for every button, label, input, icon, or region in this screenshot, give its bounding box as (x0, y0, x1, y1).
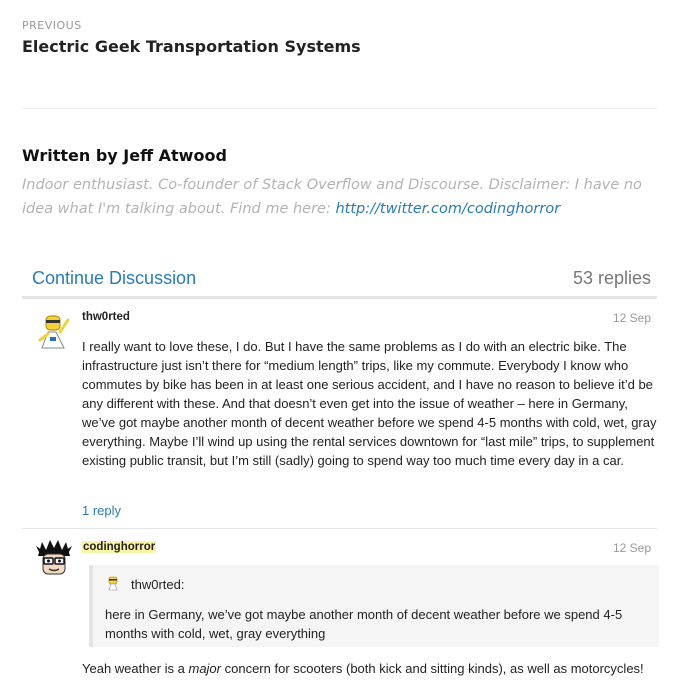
post-username[interactable]: codinghorror (83, 541, 156, 553)
post-body-emphasis: major (188, 661, 221, 676)
post-body: I really want to love these, I do. But I have the same problems as I do with an electric bike. The infrastructure just isn’t there for “medium length” trips, like my commute. Everybody I know who commutes by bike has been in at least one serious accident, and I have no reason to believe it’d be any different with these. And that doesn’t even get into the issue of weather – here in Germany, we’ve got maybe another month of decent weather before we spend 4-5 months with cold, wet, gray everything. Maybe I’ll wind up using the rental services downtown for “last mile” trips, to supplement existing public transit, but I’m still (sadly) going to spend way too much time every day in a car. (82, 339, 657, 468)
author-heading: Written by Jeff Atwood (22, 146, 227, 165)
post (22, 530, 657, 700)
divider (22, 108, 657, 109)
continue-discussion-link[interactable]: Continue Discussion (32, 268, 197, 288)
quote-text: here in Germany, we’ve got maybe another month of decent weather before we spend 4-5 months with cold, wet, gray everything (105, 607, 623, 641)
quote-username: thw0rted: (131, 577, 185, 592)
reply-count: 53 replies (572, 268, 651, 288)
avatar-codinghorror-icon[interactable] (34, 540, 74, 580)
post-date: 12 Sep (612, 311, 651, 325)
post-body-part: concern for scooters (both kick and sitting kinds), as well as motorcycles! (221, 661, 644, 676)
post-username[interactable]: thw0rted (82, 311, 130, 323)
reply-toggle-link[interactable]: 1 reply (82, 503, 122, 518)
post-body (82, 659, 658, 678)
author-bio (22, 173, 652, 221)
post (22, 300, 657, 529)
previous-post-link[interactable]: Electric Geek Transportation Systems (22, 37, 361, 56)
post-body-part: Yeah weather is a (82, 661, 189, 676)
author-bio-text: Indoor enthusiast. Co-founder of Stack Overflow and Discourse. Disclaimer: I have no idea what I'm talking about. Find me here: (22, 177, 642, 217)
discussion-header (22, 262, 657, 299)
post-date: 12 Sep (612, 541, 651, 555)
avatar-thw0rted-icon[interactable] (34, 310, 74, 350)
quote-block (89, 565, 659, 647)
previous-label: PREVIOUS (22, 19, 82, 32)
author-twitter-link[interactable]: http://twitter.com/codinghorror (335, 201, 561, 217)
quote-avatar-icon (105, 575, 121, 591)
